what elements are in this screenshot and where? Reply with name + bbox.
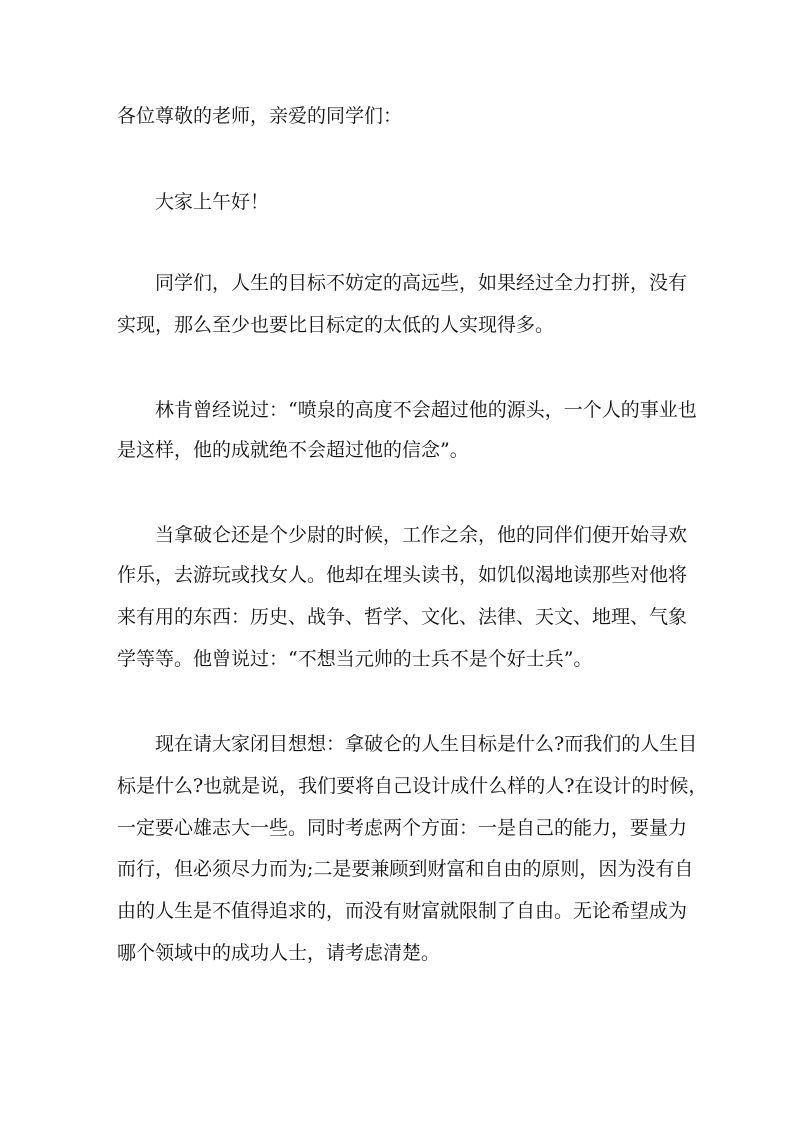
- paragraph-2-line-1: 林肯曾经说过：“喷泉的高度不会超过他的源头，一个人的事业也: [155, 399, 697, 421]
- greeting: 大家上午好！: [155, 191, 270, 213]
- paragraph-4-line-6: 哪个领域中的成功人士，请考虑清楚。: [117, 942, 441, 964]
- paragraph-1-line-2: 实现，那么至少也要比目标定的太低的人实现得多。: [117, 314, 555, 336]
- paragraph-4-line-2: 标是什么?也就是说，我们要将自己设计成什么样的人?在设计的时候，: [117, 775, 708, 797]
- paragraph-4-line-5: 由的人生是不值得追求的，而没有财富就限制了自由。无论希望成为: [117, 900, 688, 922]
- salutation: 各位尊敬的老师，亲爱的同学们：: [117, 105, 403, 127]
- paragraph-3-line-1: 当拿破仑还是个少尉的时候，工作之余，他的同伴们便开始寻欢: [155, 524, 688, 546]
- paragraph-4-line-1: 现在请大家闭目想想：拿破仑的人生目标是什么?而我们的人生目: [155, 733, 698, 755]
- paragraph-3-line-3: 来有用的东西：历史、战争、哲学、文化、法律、天文、地理、气象: [117, 606, 688, 628]
- paragraph-4-line-4: 而行，但必须尽力而为;二是要兼顾到财富和自由的原则，因为没有自: [117, 858, 694, 880]
- paragraph-2-line-2: 是这样，他的成就绝不会超过他的信念”。: [117, 439, 469, 461]
- paragraph-4-line-3: 一定要心雄志大一些。同时考虑两个方面：一是自己的能力，要量力: [117, 817, 688, 839]
- paragraph-3-line-4: 学等等。他曾说过：“不想当元帅的士兵不是个好士兵”。: [117, 648, 593, 670]
- paragraph-3-line-2: 作乐，去游玩或找女人。他却在埋头读书，如饥似渴地读那些对他将: [117, 564, 688, 586]
- paragraph-1-line-1: 同学们，人生的目标不妨定的高远些，如果经过全力打拼，没有: [155, 272, 688, 294]
